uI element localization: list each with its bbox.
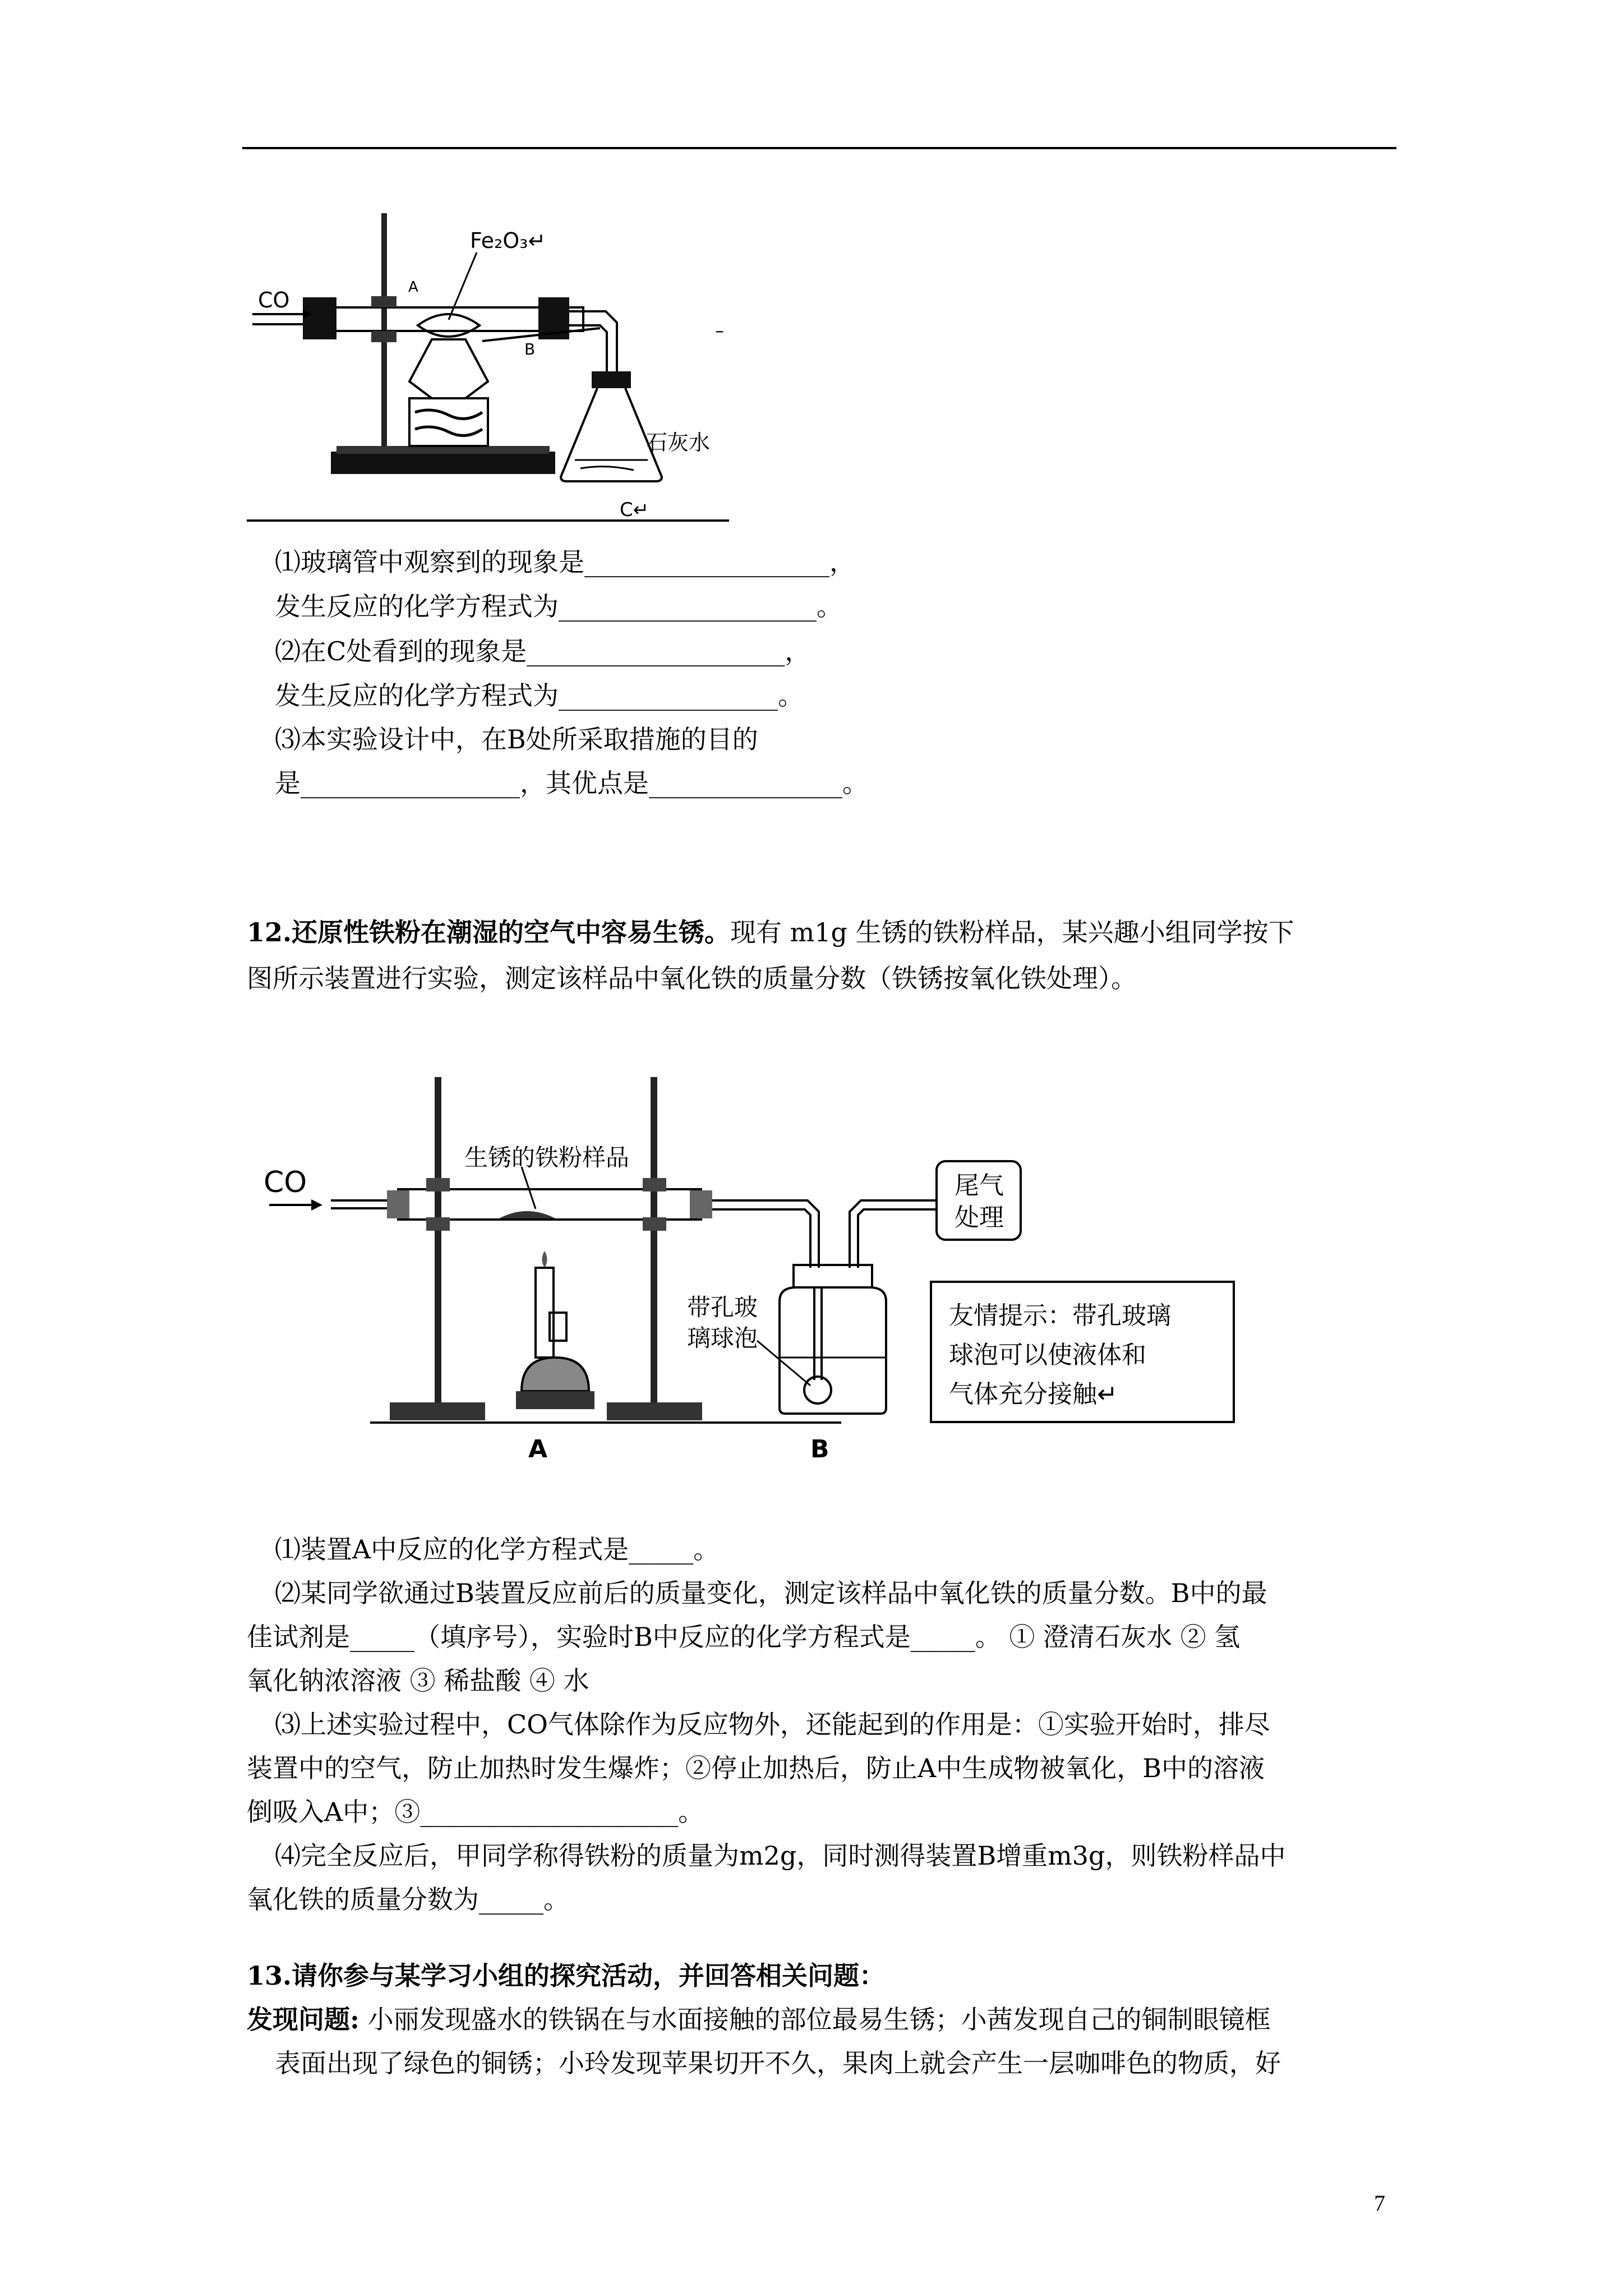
figure-rust-measurement-apparatus bbox=[258, 1066, 1245, 1470]
q11-line-1: ⑴玻璃管中观察到的现象是___________________， bbox=[275, 547, 855, 577]
q12-part-3a: ⑶上述实验过程中，CO气体除作为反应物外，还能起到的作用是：①实验开始时，排尽 bbox=[275, 1709, 1270, 1740]
fig2-tail-gas-2: 处理 bbox=[955, 1203, 1004, 1232]
q12-line-2: 图所示装置进行实验，测定该样品中氧化铁的质量分数（铁锈按氧化铁处理）。 bbox=[247, 963, 1137, 993]
q12-title-rest: 现有 m1g 生锈的铁粉样品，某兴趣小组同学按下 bbox=[730, 917, 1294, 947]
page-number: 7 bbox=[1374, 2191, 1385, 2216]
label-fe2o3: Fe₂O₃↵ bbox=[470, 228, 546, 253]
q13-title: 13.请你参与某学习小组的探究活动，并回答相关问题： bbox=[247, 1961, 886, 1991]
fig2-tip-line-3: 气体充分接触↵ bbox=[949, 1380, 1118, 1409]
fig2-label-b: B bbox=[810, 1435, 829, 1464]
q11-line-5: ⑶本实验设计中，在B处所采取措施的目的 bbox=[275, 724, 758, 754]
figure-co-reduction-apparatus bbox=[247, 213, 751, 533]
q11-line-4: 发生反应的化学方程式为_________________。 bbox=[275, 680, 804, 711]
q12-title-bold: 12.还原性铁粉在潮湿的空气中容易生锈。 bbox=[247, 917, 731, 947]
fig2-tip-line-2: 球泡可以使液体和 bbox=[949, 1341, 1146, 1369]
fig2-tail-gas-1: 尾气 bbox=[955, 1171, 1004, 1200]
fig2-bulb-label-1: 带孔玻 bbox=[687, 1294, 758, 1321]
q12-part-4b: 氧化铁的质量分数为_____。 bbox=[247, 1884, 569, 1915]
q11-line-3: ⑵在C处看到的现象是____________________， bbox=[275, 636, 811, 666]
q13-line-1-text: 小丽发现盛水的铁锅在与水面接触的部位最易生锈；小茜发现自己的铜制眼镜框 bbox=[359, 2004, 1271, 2035]
fig2-tip-line-1: 友情提示：带孔玻璃 bbox=[949, 1301, 1171, 1330]
q12-part-3c: 倒吸入A中；③____________________。 bbox=[247, 1797, 704, 1827]
label-a: A bbox=[408, 279, 418, 296]
q11-line-6: 是_________________，其优点是_______________。 bbox=[275, 768, 868, 798]
q11-line-2: 发生反应的化学方程式为____________________。 bbox=[275, 591, 842, 622]
q13-lead: 发现问题: bbox=[247, 2004, 359, 2035]
q12-title bbox=[247, 915, 1294, 949]
q13-line-1 bbox=[247, 2003, 1271, 2036]
fig2-bulb-label-2: 璃球泡 bbox=[687, 1324, 758, 1352]
label-b: B bbox=[524, 340, 536, 358]
svg-text:–: – bbox=[715, 320, 724, 341]
q12-part-2c: 氧化钠浓溶液 ③ 稀盐酸 ④ 水 bbox=[247, 1665, 589, 1696]
q13-line-2: 表面出现了绿色的铜锈；小玲发现苹果切开不久，果肉上就会产生一层咖啡色的物质，好 bbox=[275, 2048, 1281, 2078]
q12-part-2a: ⑵某同学欲通过B装置反应前后的质量变化，测定该样品中氧化铁的质量分数。B中的最 bbox=[275, 1578, 1267, 1608]
q12-part-3b: 装置中的空气，防止加热时发生爆炸；②停止加热后，防止A中生成物被氧化，B中的溶液 bbox=[247, 1753, 1265, 1783]
header-rule bbox=[242, 147, 1396, 149]
label-co: CO bbox=[258, 288, 290, 312]
q12-part-1: ⑴装置A中反应的化学方程式是_____。 bbox=[275, 1534, 720, 1565]
fig2-label-co: CO bbox=[264, 1166, 307, 1199]
q12-part-2b: 佳试剂是_____（填序号），实验时B中反应的化学方程式是_____。 ① 澄清石灰水 ② 氢 bbox=[247, 1622, 1241, 1652]
label-c: C↵ bbox=[620, 499, 649, 521]
q12-part-4a: ⑷完全反应后，甲同学称得铁粉的质量为m2g，同时测得装置B增重m3g，则铁粉样品中 bbox=[275, 1841, 1286, 1871]
label-limewater: 石灰水 bbox=[646, 430, 711, 455]
fig2-label-sample: 生锈的铁粉样品 bbox=[464, 1144, 630, 1171]
fig2-label-a: A bbox=[528, 1435, 548, 1464]
